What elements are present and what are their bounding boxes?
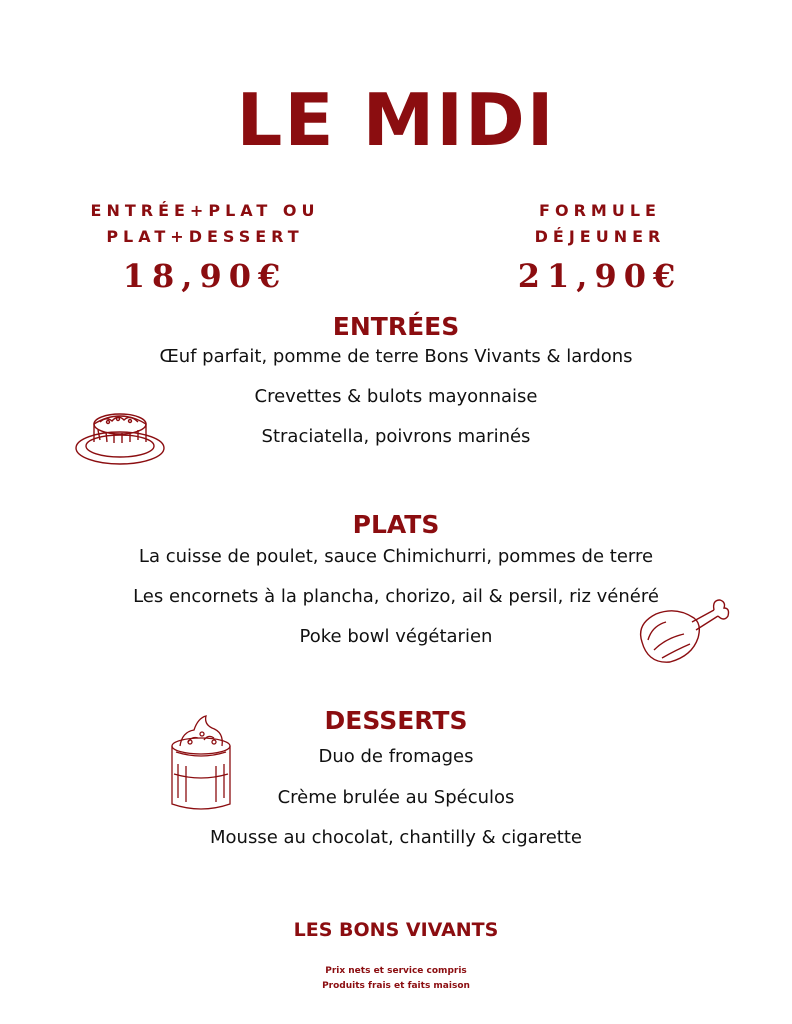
chicken-leg-illustration xyxy=(632,594,732,668)
formule-price: 21,90€ xyxy=(517,257,683,295)
menu-item: Les encornets à la plancha, chorizo, ail & persil, riz vénéré xyxy=(133,586,659,607)
menu-item: Straciatella, poivrons marinés xyxy=(261,426,531,447)
formule-label-line2: PLAT+DESSERT xyxy=(106,227,304,246)
formule-label-line2: DÉJEUNER xyxy=(534,227,666,246)
tart-illustration xyxy=(72,402,168,470)
formule-dejeuner xyxy=(460,198,740,298)
formule-label-line1: FORMULE xyxy=(539,201,661,220)
menu-item: Poke bowl végétarien xyxy=(299,626,493,647)
section-title-entrees: ENTRÉES xyxy=(332,312,460,341)
menu-item: Crème brulée au Spéculos xyxy=(277,787,515,808)
menu-item: Œuf parfait, pomme de terre Bons Vivants & lardons xyxy=(159,346,633,367)
formule-entree-plat xyxy=(60,198,350,298)
menu-item: Mousse au chocolat, chantilly & cigarette xyxy=(210,827,582,848)
dessert-jar-illustration xyxy=(160,712,242,816)
menu-item: La cuisse de poulet, sauce Chimichurri, pommes de terre xyxy=(138,546,654,567)
formule-price: 18,90€ xyxy=(122,257,288,295)
restaurant-name: LES BONS VIVANTS xyxy=(293,919,499,941)
menu-item: Duo de fromages xyxy=(318,746,474,767)
footer-note-prices: Prix nets et service compris xyxy=(325,966,467,976)
footer-note-products: Produits frais et faits maison xyxy=(322,981,470,991)
page-title: LE MIDI xyxy=(236,78,556,162)
section-title-plats: PLATS xyxy=(352,510,440,539)
section-title-desserts: DESSERTS xyxy=(324,706,468,735)
formule-label-line1: ENTRÉE+PLAT OU xyxy=(90,201,320,220)
menu-item: Crevettes & bulots mayonnaise xyxy=(254,386,538,407)
